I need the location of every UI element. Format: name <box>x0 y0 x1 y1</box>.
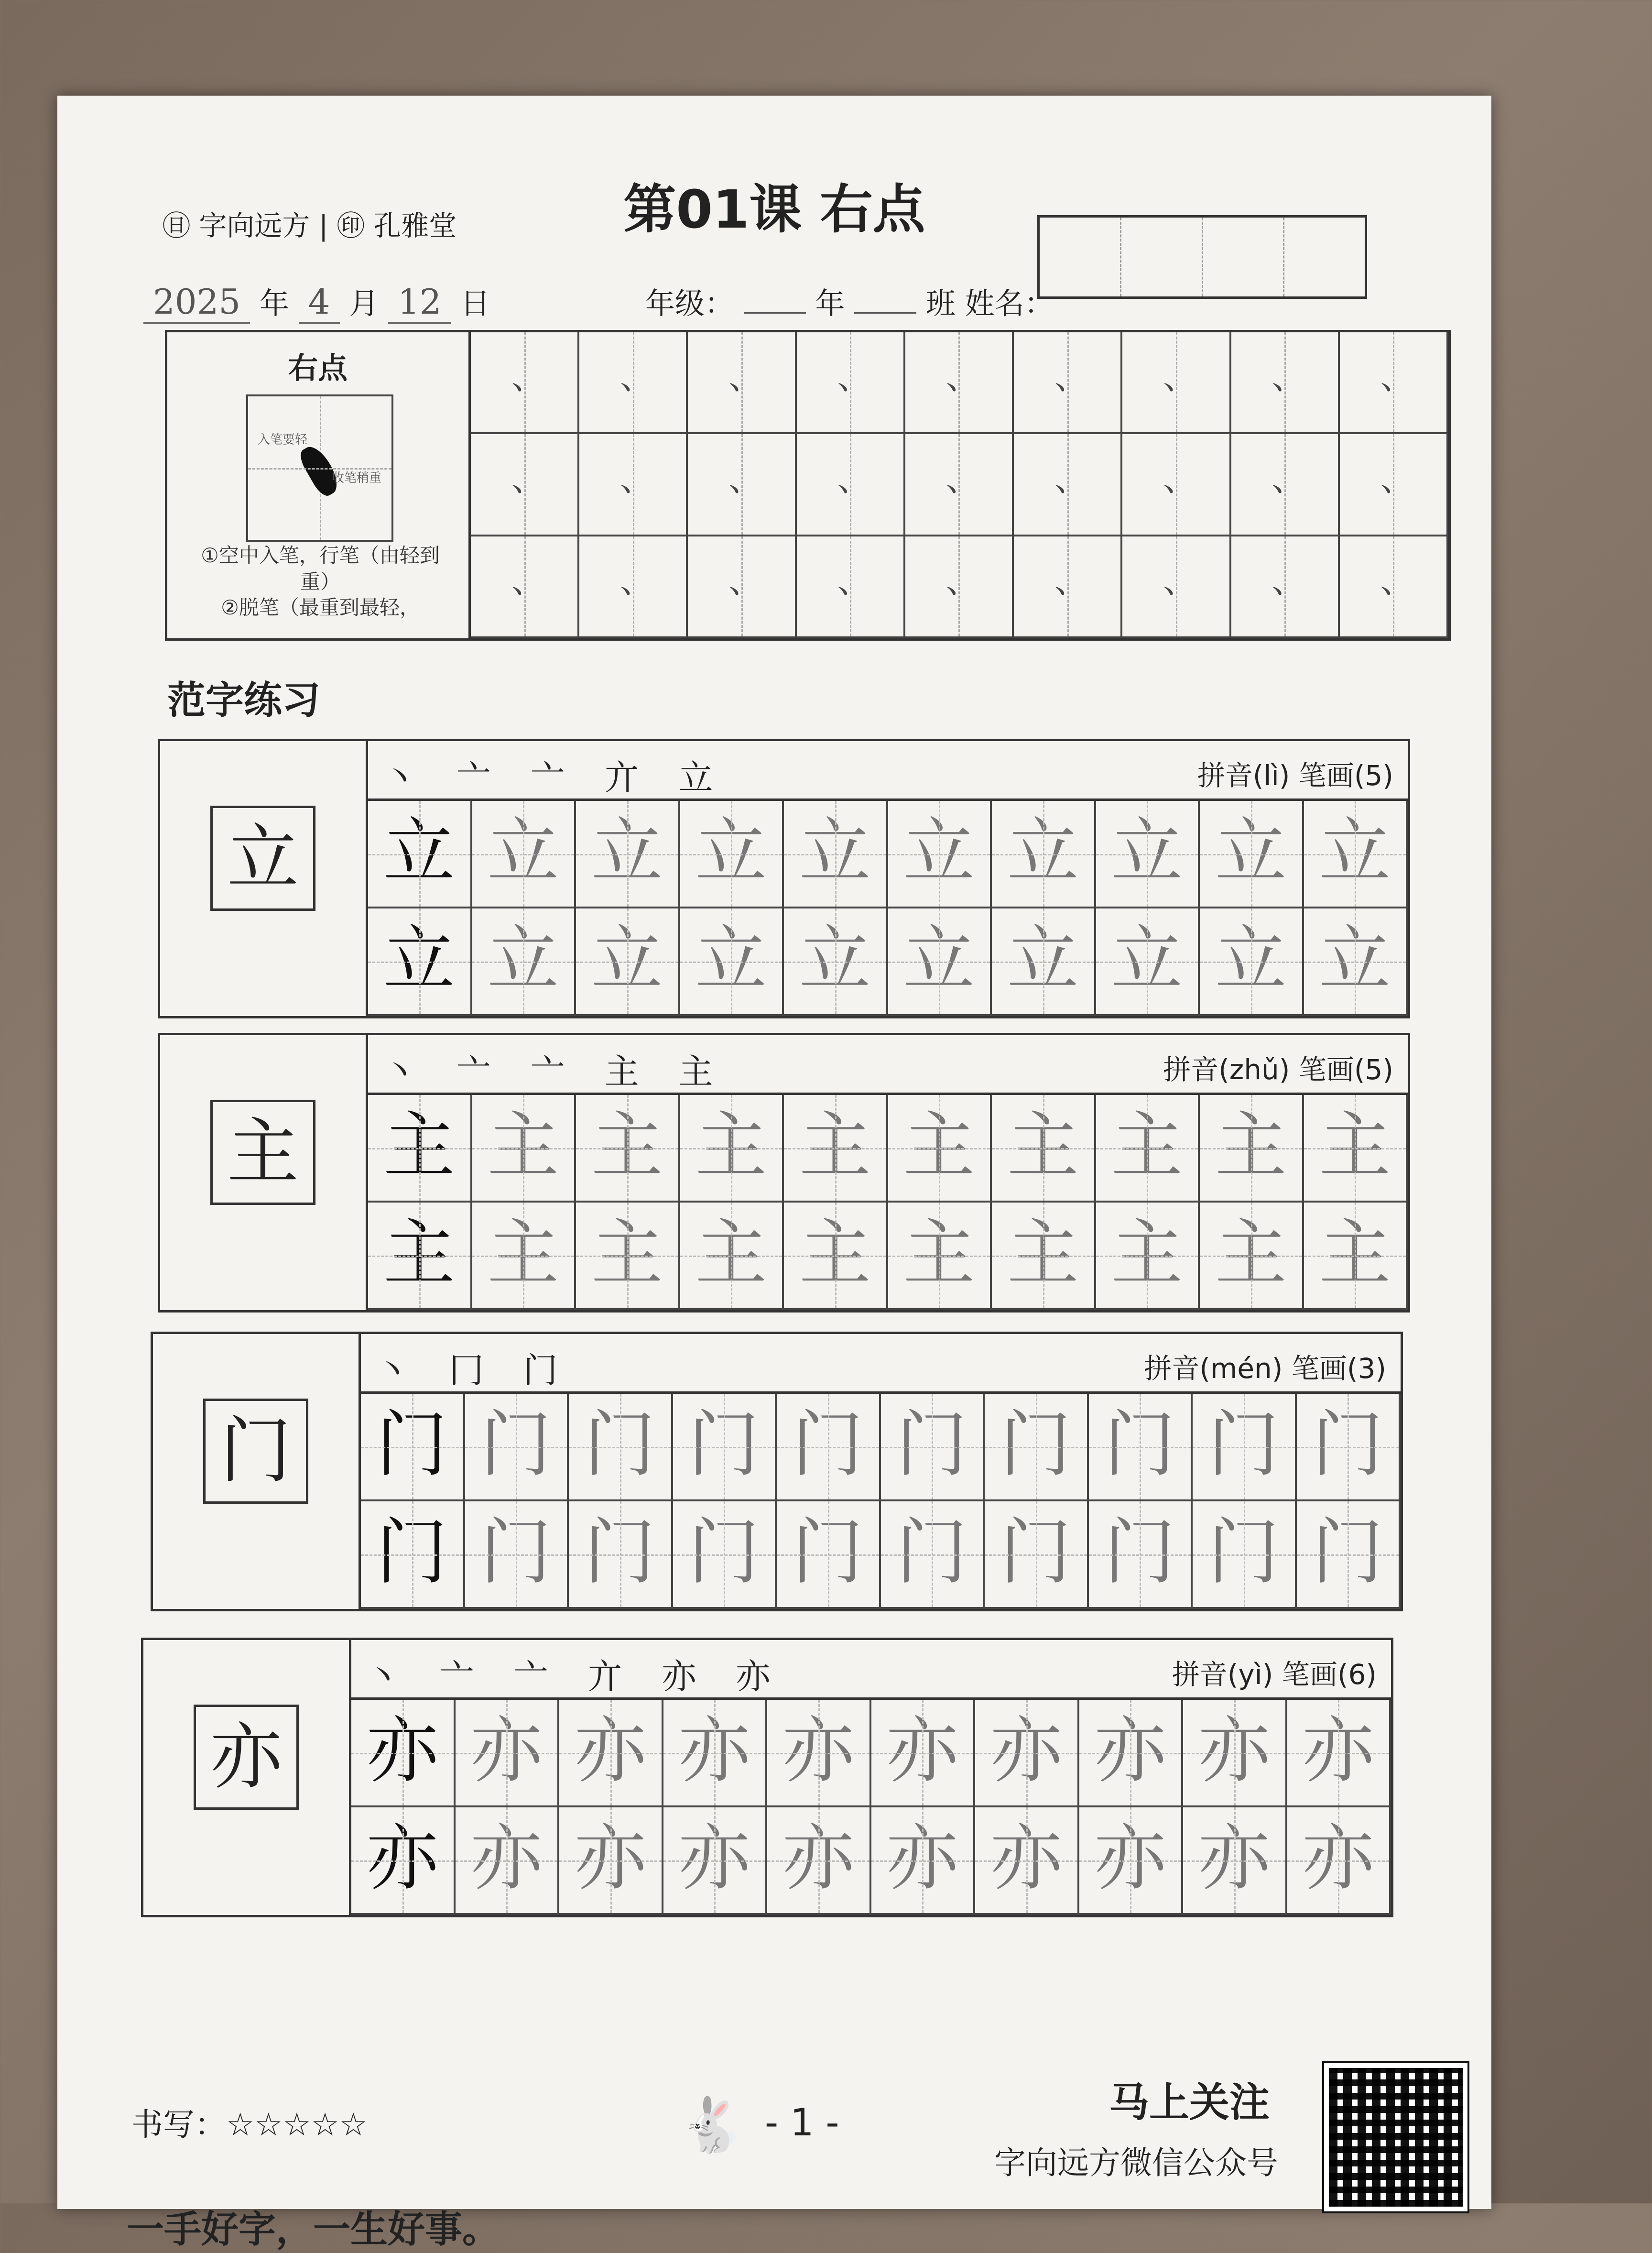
stroke-notes <box>196 543 445 621</box>
pinyin-strokes: 拼音(mén) 笔画(3) <box>1144 1352 1386 1385</box>
brand-logo: ㊐ 字向远方 | ㊞ 孔雅堂 <box>163 209 457 242</box>
practice-cell[interactable]: 亦 <box>975 1700 1079 1807</box>
date-day: 12 <box>388 282 451 324</box>
class-blank <box>854 312 916 314</box>
practice-cell[interactable]: 门 <box>465 1394 569 1501</box>
practice-cell[interactable]: 门 <box>673 1394 777 1501</box>
char-block-1 <box>158 1033 1410 1312</box>
practice-cell[interactable]: 门 <box>1297 1394 1401 1501</box>
stroke-note-1: ①空中入笔，行笔（由轻到重） <box>201 544 440 593</box>
practice-cell[interactable] <box>471 434 579 536</box>
practice-cell[interactable]: 立 <box>1304 801 1408 908</box>
practice-cell[interactable]: 立 <box>1200 801 1304 908</box>
practice-cell[interactable]: 立 <box>784 908 888 1016</box>
stroke-heading: 右点 <box>288 350 348 385</box>
practice-cell[interactable]: 立 <box>888 801 992 908</box>
pinyin-strokes: 拼音(lì) 笔画(5) <box>1197 759 1393 792</box>
practice-cell[interactable]: 门 <box>777 1394 881 1501</box>
practice-cell[interactable]: 亦 <box>456 1807 560 1915</box>
practice-cell[interactable]: 主 <box>576 1095 680 1203</box>
grade-blank <box>744 312 806 314</box>
practice-cell[interactable] <box>1122 536 1231 638</box>
date-year: 2025 <box>143 282 250 324</box>
year-label: 年 <box>815 286 845 321</box>
practice-cell[interactable]: 亦 <box>767 1700 871 1807</box>
practice-cell[interactable] <box>1014 332 1122 434</box>
motto: 一手好字，一生好事。 <box>127 2208 500 2251</box>
practice-cell[interactable]: 立 <box>576 801 680 908</box>
practice-cell[interactable]: 主 <box>784 1203 888 1310</box>
practice-cell[interactable]: 主 <box>992 1203 1096 1310</box>
model-char: 立 <box>210 806 315 911</box>
practice-cell[interactable]: 门 <box>569 1394 673 1501</box>
stroke-explanation <box>167 332 471 638</box>
practice-cell[interactable]: 亦 <box>871 1807 976 1915</box>
practice-cell[interactable]: 门 <box>1193 1394 1297 1501</box>
practice-cell[interactable] <box>688 536 796 638</box>
practice-cell[interactable]: 立 <box>1304 908 1408 1016</box>
char-block-0 <box>158 739 1410 1018</box>
practice-cell[interactable]: 亦 <box>1183 1700 1287 1807</box>
practice-cell[interactable]: 门 <box>777 1501 881 1609</box>
practice-cell[interactable]: 主 <box>992 1095 1096 1203</box>
practice-cell[interactable] <box>471 332 579 434</box>
practice-cell[interactable]: 立 <box>1200 908 1304 1016</box>
practice-cell[interactable] <box>688 434 796 536</box>
name-box <box>1037 215 1367 299</box>
model-cell: 亦 <box>351 1700 456 1807</box>
section-title: 范字练习 <box>167 678 320 722</box>
practice-cell[interactable]: 主 <box>680 1203 784 1310</box>
rabbit-icon: 🐇 <box>679 2094 744 2155</box>
practice-cell[interactable]: 亦 <box>975 1807 1079 1915</box>
practice-cell[interactable]: 门 <box>1297 1501 1401 1609</box>
practice-cell[interactable]: 立 <box>1096 908 1200 1016</box>
practice-cell[interactable]: 门 <box>1089 1501 1193 1609</box>
practice-cell[interactable] <box>1231 434 1340 536</box>
model-cell: 亦 <box>351 1807 456 1915</box>
stroke-order: 丶 亠 亠 亣 立 <box>382 757 728 798</box>
practice-cell[interactable]: 立 <box>992 908 1096 1016</box>
practice-cell[interactable]: 亦 <box>1079 1807 1184 1915</box>
writing-grid <box>361 1394 1401 1609</box>
model-cell: 主 <box>368 1203 472 1310</box>
model-cell: 门 <box>361 1394 465 1501</box>
model-char: 门 <box>203 1399 308 1504</box>
practice-cell[interactable]: 亦 <box>663 1807 768 1915</box>
practice-cell[interactable]: 亦 <box>559 1700 663 1807</box>
practice-cell[interactable]: 亦 <box>767 1807 871 1915</box>
name-cell <box>1203 218 1285 296</box>
writing-grid <box>368 1095 1408 1310</box>
model-char-panel <box>143 1640 351 1915</box>
practice-cell[interactable]: 亦 <box>1287 1700 1391 1807</box>
practice-cell[interactable]: 亦 <box>1079 1700 1184 1807</box>
day-suffix: 日 <box>460 286 490 321</box>
practice-cell[interactable] <box>1231 332 1340 434</box>
pinyin-strokes: 拼音(yì) 笔画(6) <box>1172 1658 1377 1691</box>
demo-label-in: 入笔要轻 <box>258 433 308 447</box>
practice-cell[interactable]: 门 <box>673 1501 777 1609</box>
practice-cell[interactable]: 立 <box>680 908 784 1016</box>
grade-line <box>645 280 1054 322</box>
practice-cell[interactable] <box>1340 434 1448 536</box>
practice-cell[interactable] <box>905 536 1014 638</box>
name-cell <box>1284 218 1365 296</box>
char-info <box>361 1334 1401 1394</box>
practice-cell[interactable] <box>797 332 905 434</box>
practice-cell[interactable]: 主 <box>472 1095 576 1203</box>
practice-cell[interactable]: 主 <box>1096 1095 1200 1203</box>
practice-cell[interactable] <box>1122 332 1231 434</box>
worksheet-paper <box>57 96 1491 2251</box>
model-char: 主 <box>210 1100 315 1205</box>
practice-cell[interactable]: 门 <box>1193 1501 1297 1609</box>
practice-cell[interactable]: 主 <box>784 1095 888 1203</box>
model-char-panel <box>160 741 368 1016</box>
model-char-panel <box>153 1334 361 1609</box>
practice-cell[interactable]: 亦 <box>559 1807 663 1915</box>
practice-cell[interactable]: 主 <box>888 1095 992 1203</box>
rating-stars: 书写：☆☆☆☆☆ <box>131 2106 368 2143</box>
stroke-order: 丶 亠 亠 亣 亦 亦 <box>366 1656 785 1696</box>
model-cell: 立 <box>368 908 472 1016</box>
practice-cell[interactable] <box>579 536 688 638</box>
char-info <box>368 1035 1408 1095</box>
practice-cell[interactable]: 门 <box>985 1394 1089 1501</box>
model-cell: 主 <box>368 1095 472 1203</box>
char-info <box>351 1640 1391 1700</box>
follow-label: 马上关注 <box>1109 2079 1270 2126</box>
stroke-practice-box <box>165 330 1451 641</box>
stroke-order: 丶 亠 亠 主 主 <box>382 1051 728 1092</box>
stroke-note-2: ②脱笔（最重到最轻， <box>221 596 420 620</box>
practice-cell[interactable]: 门 <box>465 1501 569 1609</box>
practice-cell[interactable]: 立 <box>888 908 992 1016</box>
practice-cell[interactable]: 主 <box>472 1203 576 1310</box>
practice-cell[interactable] <box>905 332 1014 434</box>
page-title: 第01课 右点 <box>623 179 925 240</box>
practice-cell[interactable]: 主 <box>1200 1095 1304 1203</box>
name-cell <box>1040 218 1121 296</box>
practice-cell[interactable]: 立 <box>576 908 680 1016</box>
name-cell <box>1121 218 1203 296</box>
char-info <box>368 741 1408 801</box>
practice-cell[interactable] <box>688 332 796 434</box>
practice-cell[interactable] <box>797 536 905 638</box>
practice-cell[interactable]: 主 <box>576 1203 680 1310</box>
practice-cell[interactable]: 门 <box>881 1394 985 1501</box>
stroke-practice-grid <box>471 332 1448 638</box>
practice-cell[interactable] <box>1231 536 1340 638</box>
practice-cell[interactable]: 立 <box>992 801 1096 908</box>
practice-cell[interactable]: 主 <box>680 1095 784 1203</box>
stroke-demo-cell <box>246 394 393 542</box>
char-block-3 <box>141 1638 1393 1917</box>
model-cell: 门 <box>361 1501 465 1609</box>
model-cell: 立 <box>368 801 472 908</box>
practice-cell[interactable]: 门 <box>881 1501 985 1609</box>
practice-cell[interactable] <box>1340 536 1448 638</box>
practice-cell[interactable] <box>471 536 579 638</box>
practice-cell[interactable]: 门 <box>985 1501 1089 1609</box>
account-label: 字向远方微信公众号 <box>994 2144 1278 2181</box>
name-label: 姓名： <box>965 286 1054 321</box>
practice-cell[interactable] <box>1014 434 1122 536</box>
practice-cell[interactable]: 立 <box>472 801 576 908</box>
practice-cell[interactable]: 门 <box>1089 1394 1193 1501</box>
year-suffix: 年 <box>259 286 289 321</box>
practice-cell[interactable]: 立 <box>680 801 784 908</box>
practice-cell[interactable]: 立 <box>472 908 576 1016</box>
practice-cell[interactable] <box>1014 536 1122 638</box>
practice-cell[interactable]: 主 <box>888 1203 992 1310</box>
qr-code-icon[interactable] <box>1324 2063 1467 2211</box>
practice-cell[interactable] <box>1122 434 1231 536</box>
practice-cell[interactable]: 主 <box>1200 1203 1304 1310</box>
practice-cell[interactable]: 主 <box>1304 1095 1408 1203</box>
stroke-order: 丶 冂 门 <box>375 1350 572 1390</box>
date-line <box>143 280 490 322</box>
demo-label-out: 收笔稍重 <box>332 471 382 485</box>
month-suffix: 月 <box>349 286 379 321</box>
practice-cell[interactable]: 亦 <box>456 1700 560 1807</box>
practice-cell[interactable]: 门 <box>569 1501 673 1609</box>
writing-grid <box>368 801 1408 1016</box>
practice-cell[interactable]: 亦 <box>1287 1807 1391 1915</box>
practice-cell[interactable] <box>905 434 1014 536</box>
practice-cell[interactable]: 立 <box>784 801 888 908</box>
practice-cell[interactable]: 主 <box>1096 1203 1200 1310</box>
class-label: 班 <box>925 286 956 321</box>
pinyin-strokes: 拼音(zhǔ) 笔画(5) <box>1163 1053 1393 1086</box>
grade-label: 年级： <box>645 286 735 321</box>
page-number: - 1 - <box>765 2101 839 2144</box>
date-month: 4 <box>299 282 340 324</box>
char-block-2 <box>151 1332 1403 1611</box>
practice-cell[interactable]: 主 <box>1304 1203 1408 1310</box>
practice-cell[interactable] <box>797 434 905 536</box>
model-char-panel <box>160 1035 368 1310</box>
practice-cell[interactable] <box>1340 332 1448 434</box>
practice-cell[interactable]: 亦 <box>871 1700 976 1807</box>
model-char: 亦 <box>194 1705 299 1810</box>
writing-grid <box>351 1700 1391 1915</box>
practice-cell[interactable]: 亦 <box>1183 1807 1287 1915</box>
practice-cell[interactable] <box>579 434 688 536</box>
practice-cell[interactable]: 亦 <box>663 1700 768 1807</box>
practice-cell[interactable] <box>579 332 688 434</box>
practice-cell[interactable]: 立 <box>1096 801 1200 908</box>
